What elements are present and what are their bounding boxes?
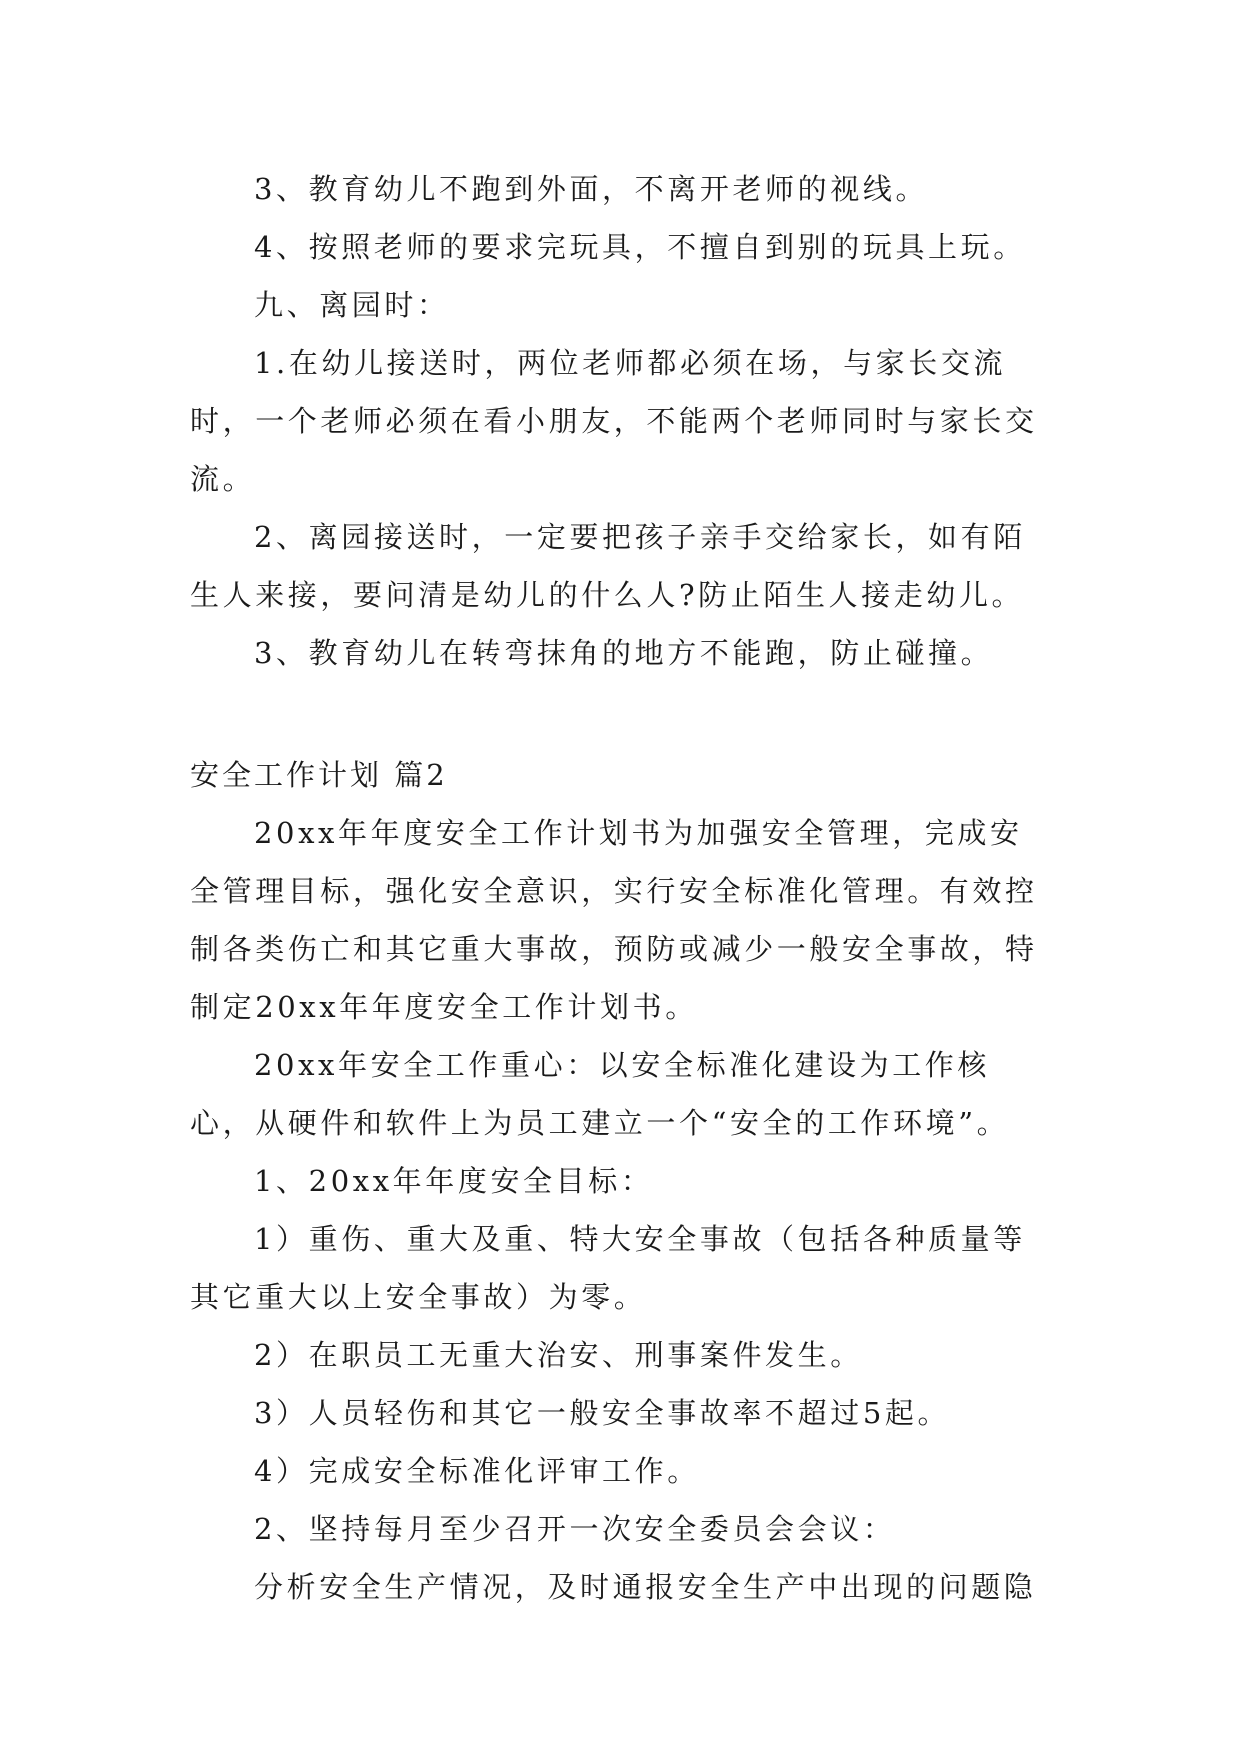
paragraph: 3）人员轻伤和其它一般安全事故率不超过5起。: [254, 1396, 951, 1430]
paragraph: 2、坚持每月至少召开一次安全委员会会议：: [254, 1512, 896, 1546]
paragraph: 3、教育幼儿不跑到外面，不离开老师的视线。: [254, 172, 929, 206]
paragraph: 1、20xx年年度安全目标：: [254, 1164, 654, 1198]
paragraph: 1.在幼儿接送时，两位老师都必须在场，与家长交流时，一个老师必须在看小朋友，不能两个老师同时与家长交流。: [190, 346, 1038, 496]
paragraph: 2、离园接送时，一定要把孩子亲手交给家长，如有陌生人来接，要问清是幼儿的什么人?防止陌生人接走幼儿。: [190, 520, 1026, 612]
paragraph: 2）在职员工无重大治安、刑事案件发生。: [254, 1338, 863, 1372]
paragraph: 4、按照老师的要求完玩具，不擅自到别的玩具上玩。: [254, 230, 1026, 264]
paragraph: 1）重伤、重大及重、特大安全事故（包括各种质量等其它重大以上安全事故）为零。: [190, 1222, 1026, 1314]
paragraph: 分析安全生产情况，及时通报安全生产中出现的问题隐: [254, 1570, 1037, 1604]
paragraph: 3、教育幼儿在转弯抹角的地方不能跑，防止碰撞。: [254, 636, 994, 670]
paragraph: 20xx年年度安全工作计划书为加强安全管理，完成安全管理目标，强化安全意识，实行安全标准化管理。有效控制各类伤亡和其它重大事故，预防或减少一般安全事故，特制定20xx年年度安全工作计划书。: [190, 816, 1038, 1024]
section-heading: 安全工作计划 篇2: [190, 758, 448, 792]
paragraph: 4）完成安全标准化评审工作。: [254, 1454, 700, 1488]
section-subheading: 九、离园时：: [254, 288, 450, 322]
document-page: [190, 160, 1050, 1616]
paragraph: 20xx年安全工作重心：以安全标准化建设为工作核心，从硬件和软件上为员工建立一个“安全的工作环境”。: [190, 1048, 1010, 1140]
